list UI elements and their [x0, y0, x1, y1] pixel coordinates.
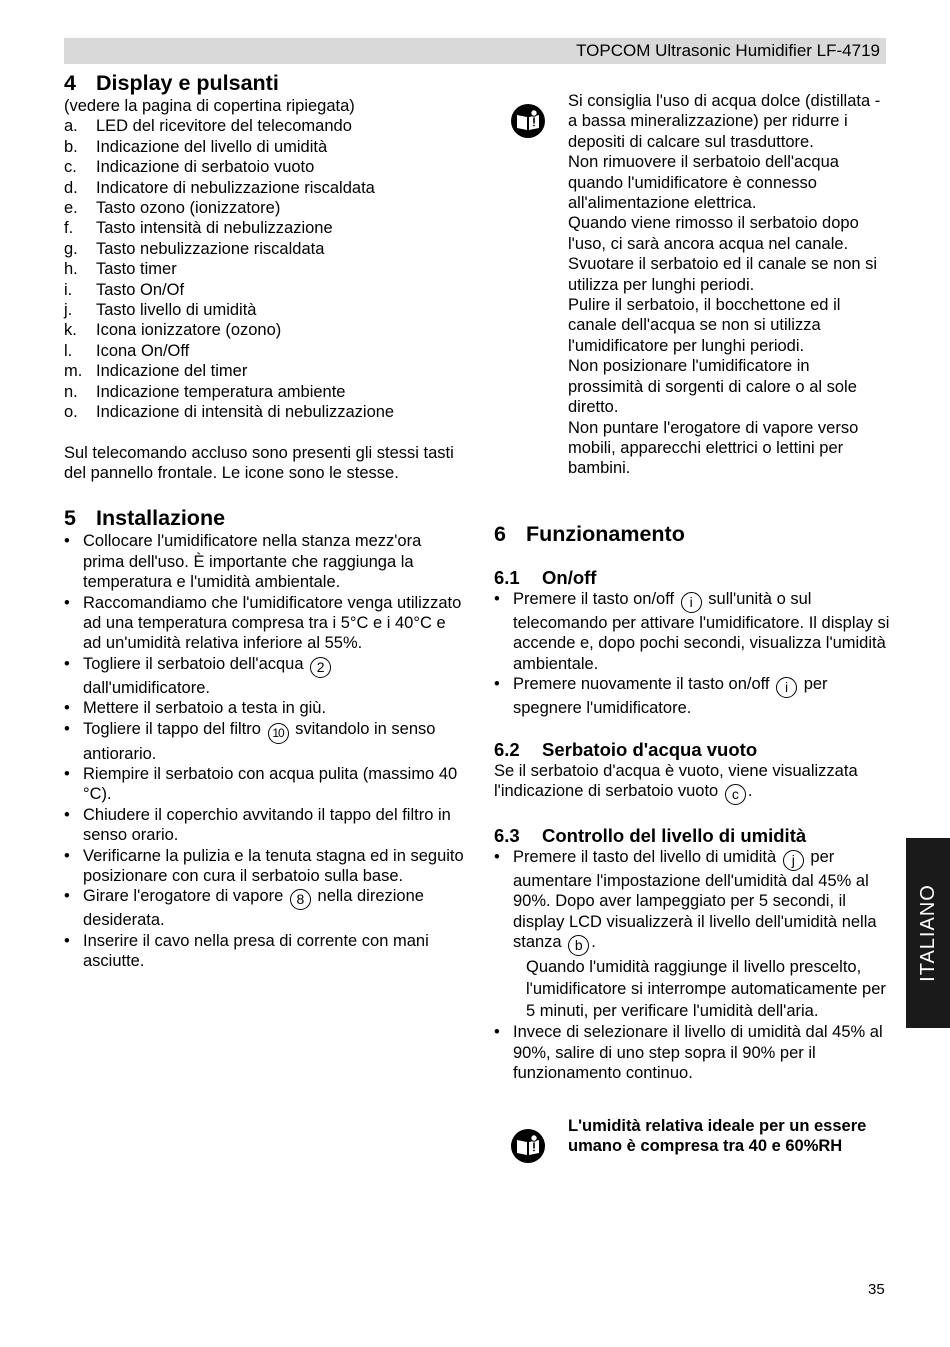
section-4-heading — [64, 70, 464, 96]
list-text: Tasto nebulizzazione riscaldata — [96, 239, 325, 258]
list-item — [64, 402, 464, 422]
list-item — [64, 382, 464, 402]
item-text: Togliere il serbatoio dell'acqua — [83, 654, 304, 673]
book-info-icon — [510, 1128, 546, 1164]
list-item — [64, 218, 464, 238]
list-text: Indicazione di intensità di nebulizzazione — [96, 403, 395, 422]
list-letter: k. — [64, 321, 77, 340]
list-letter: c. — [64, 158, 77, 177]
list-item: • Verificarne la pulizia e la tenuta stagna ed in seguito posizionare con cura il serbatoio sulla base. — [64, 846, 464, 887]
list-item — [64, 886, 464, 930]
list-item — [64, 300, 464, 320]
item-text: dall'umidificatore. — [83, 678, 210, 697]
item-text: . — [747, 782, 753, 801]
ref-letter-j: j — [783, 850, 804, 871]
list-letter: h. — [64, 260, 78, 279]
list-letter: i. — [64, 280, 73, 299]
list-letter: a. — [64, 117, 78, 136]
list-item — [64, 280, 464, 300]
item-text: Togliere il tappo del filtro — [83, 719, 261, 738]
list-letter: l. — [64, 341, 73, 360]
section-6-1-number: 6.1 — [494, 567, 520, 588]
list-letter: f. — [64, 219, 74, 238]
item-text: Premere il tasto on/off — [513, 590, 675, 608]
section-6-2-title: Serbatoio d'acqua vuoto — [542, 738, 758, 760]
note-block-2 — [568, 1116, 878, 1157]
list-letter: d. — [64, 178, 78, 197]
list-text: Indicazione del timer — [96, 362, 248, 381]
ref-letter-i: i — [776, 677, 797, 698]
list-text: Tasto intensità di nebulizzazione — [96, 219, 333, 238]
ref-number-8: 8 — [290, 889, 311, 910]
list-letter: m. — [64, 362, 83, 381]
list-text: Indicatore di nebulizzazione riscaldata — [96, 178, 375, 197]
list-item — [494, 847, 894, 956]
page-number: 35 — [868, 1281, 885, 1298]
list-item — [64, 654, 464, 698]
header-title: TOPCOM Ultrasonic Humidifier LF-4719 — [576, 41, 880, 60]
item-text: svitandolo in senso antiorario. — [83, 719, 436, 763]
section-6-3-title: Controllo del livello di umidità — [542, 825, 807, 847]
list-item: • Inserire il cavo nella presa di corrente con mani asciutte. — [64, 931, 464, 972]
humidity-list — [494, 847, 894, 956]
item-text: Premere nuovamente il tasto on/off — [513, 675, 770, 694]
section-4-title: Display e pulsanti — [96, 71, 279, 95]
section-6-number: 6 — [494, 522, 506, 546]
list-text: LED del ricevitore del telecomando — [96, 117, 352, 136]
remote-note: Sul telecomando accluso sono presenti gli stessi tasti del pannello frontale. Le icone sono le stesse. — [64, 443, 454, 482]
list-item: • Invece di selezionare il livello di umidità dal 45% al 90%, salire di uno step sopra il 90% per il funzionamento continuo. — [494, 1022, 894, 1083]
list-text: Icona On/Off — [96, 341, 190, 360]
right-column — [494, 521, 894, 1083]
left-column — [64, 70, 464, 972]
installation-list — [64, 531, 464, 971]
ref-letter-i: i — [681, 592, 702, 613]
note-paragraph: Pulire il serbatoio, il bocchettone ed il canale dell'acqua se non si utilizza l'umidificatore per lunghi periodi. — [568, 296, 841, 355]
language-tab — [906, 838, 950, 1028]
ideal-humidity-note: L'umidità relativa ideale per un essere umano è compresa tra 40 e 60%RH — [568, 1117, 867, 1156]
section-5-heading — [64, 505, 464, 531]
list-text: Indicazione di serbatoio vuoto — [96, 158, 315, 177]
book-info-icon — [510, 103, 546, 139]
list-text: Indicazione temperatura ambiente — [96, 382, 346, 401]
ref-letter-b: b — [568, 935, 589, 956]
list-text: Indicazione del livello di umidità — [96, 137, 328, 156]
section-4-number: 4 — [64, 71, 76, 95]
list-item — [64, 198, 464, 218]
list-text: Tasto livello di umidità — [96, 301, 257, 320]
section-6-1-heading — [494, 567, 894, 589]
section-6-title: Funzionamento — [526, 522, 685, 546]
section-6-3-heading — [494, 825, 894, 847]
list-text: Icona ionizzatore (ozono) — [96, 321, 282, 340]
list-letter: n. — [64, 382, 78, 401]
note-paragraph: Quando viene rimosso il serbatoio dopo l'uso, ci sarà ancora acqua nel canale. Svuotare il serbatoio ed il canale se non si utilizza per lunghi periodi. — [568, 214, 878, 294]
list-item — [64, 341, 464, 361]
list-letter: j. — [64, 301, 73, 320]
list-item — [494, 589, 894, 674]
list-item: • Riempire il serbatoio con acqua pulita (massimo 40 °C). — [64, 764, 464, 805]
display-buttons-list — [64, 116, 464, 422]
section-4-intro: (vedere la pagina di copertina ripiegata) — [64, 97, 355, 115]
list-item — [64, 178, 464, 198]
on-off-list — [494, 589, 894, 719]
item-text: Se il serbatoio d'acqua è vuoto, viene visualizzata l'indicazione di serbatoio vuoto — [494, 761, 858, 801]
item-text: Girare l'erogatore di vapore — [83, 887, 284, 906]
ref-letter-c: c — [725, 784, 746, 805]
list-item — [64, 719, 464, 764]
header-bar — [64, 38, 886, 64]
note-paragraph: Si consiglia l'uso di acqua dolce (distillata - a bassa mineralizzazione) per ridurre i depositi di calcare sul trasduttore. — [568, 92, 881, 151]
list-item — [494, 674, 894, 718]
item-text: . — [591, 933, 596, 952]
list-item — [64, 361, 464, 381]
section-6-1-title: On/off — [542, 567, 597, 588]
ref-number-10: 10 — [268, 723, 289, 744]
list-item — [64, 320, 464, 340]
note-block-1 — [568, 91, 888, 479]
section-5-number: 5 — [64, 506, 76, 531]
item-text: sull'unità o sul telecomando per attivare l'umidificatore. Il display si accende e, dopo pochi secondi, visualizza l'umidità ambientale. — [513, 590, 890, 673]
list-text: Tasto timer — [96, 260, 177, 279]
section-5-title: Installazione — [96, 506, 226, 531]
list-letter: o. — [64, 403, 78, 422]
language-tab-label: ITALIANO — [916, 884, 939, 982]
empty-tank-text — [494, 761, 894, 805]
item-text: Premere il tasto del livello di umidità — [513, 848, 777, 867]
list-item: • Collocare l'umidificatore nella stanza mezz'ora prima dell'uso. È importante che raggiunga la temperatura e l'umidità ambientale. — [64, 531, 464, 592]
item-text: nella direzione desiderata. — [83, 887, 424, 930]
list-text: Tasto On/Of — [96, 280, 185, 299]
list-item — [64, 137, 464, 157]
list-text: Tasto ozono (ionizzatore) — [96, 199, 281, 218]
section-6-2-heading — [494, 739, 894, 761]
list-item: • Raccomandiamo che l'umidificatore venga utilizzato ad una temperatura compresa tra i 5°C e i 40°C e ad un'umidità relativa inferiore al 55%. — [64, 593, 464, 654]
list-item: • Chiudere il coperchio avvitando il tappo del filtro in senso orario. — [64, 805, 464, 846]
list-letter: g. — [64, 239, 78, 258]
section-6-2-number: 6.2 — [494, 738, 520, 760]
item-text: per aumentare l'impostazione dell'umidità dal 45% al 90%. Dopo aver lampeggiato per 5 secondi, il display LCD visualizzerà il livello dell'umidità nella stanza — [513, 848, 877, 952]
list-item — [64, 116, 464, 136]
list-item — [64, 259, 464, 279]
note-paragraph: Non puntare l'erogatore di vapore verso mobili, apparecchi elettrici o lettini per bambini. — [568, 418, 859, 478]
section-6-3-number: 6.3 — [494, 825, 520, 847]
note-paragraph: Non rimuovere il serbatoio dell'acqua quando l'umidificatore è connesso all'alimentazione elettrica. — [568, 153, 839, 213]
ref-number-2: 2 — [310, 657, 331, 678]
list-item — [64, 239, 464, 259]
list-letter: e. — [64, 199, 78, 218]
humidity-list-2 — [494, 1022, 894, 1083]
list-item: • Mettere il serbatoio a testa in giù. — [64, 698, 464, 718]
section-6-heading — [494, 521, 894, 547]
humidity-note: Quando l'umidità raggiunge il livello prescelto, l'umidificatore si interrompe automaticamente per 5 minuti, per verificare l'umidità dell'aria. — [526, 958, 886, 1021]
note-paragraph: Non posizionare l'umidificatore in prossimità di sorgenti di calore o al sole diretto. — [568, 357, 857, 417]
item-text: per spegnere l'umidificatore. — [513, 675, 828, 718]
list-letter: b. — [64, 137, 78, 156]
list-item — [64, 157, 464, 177]
